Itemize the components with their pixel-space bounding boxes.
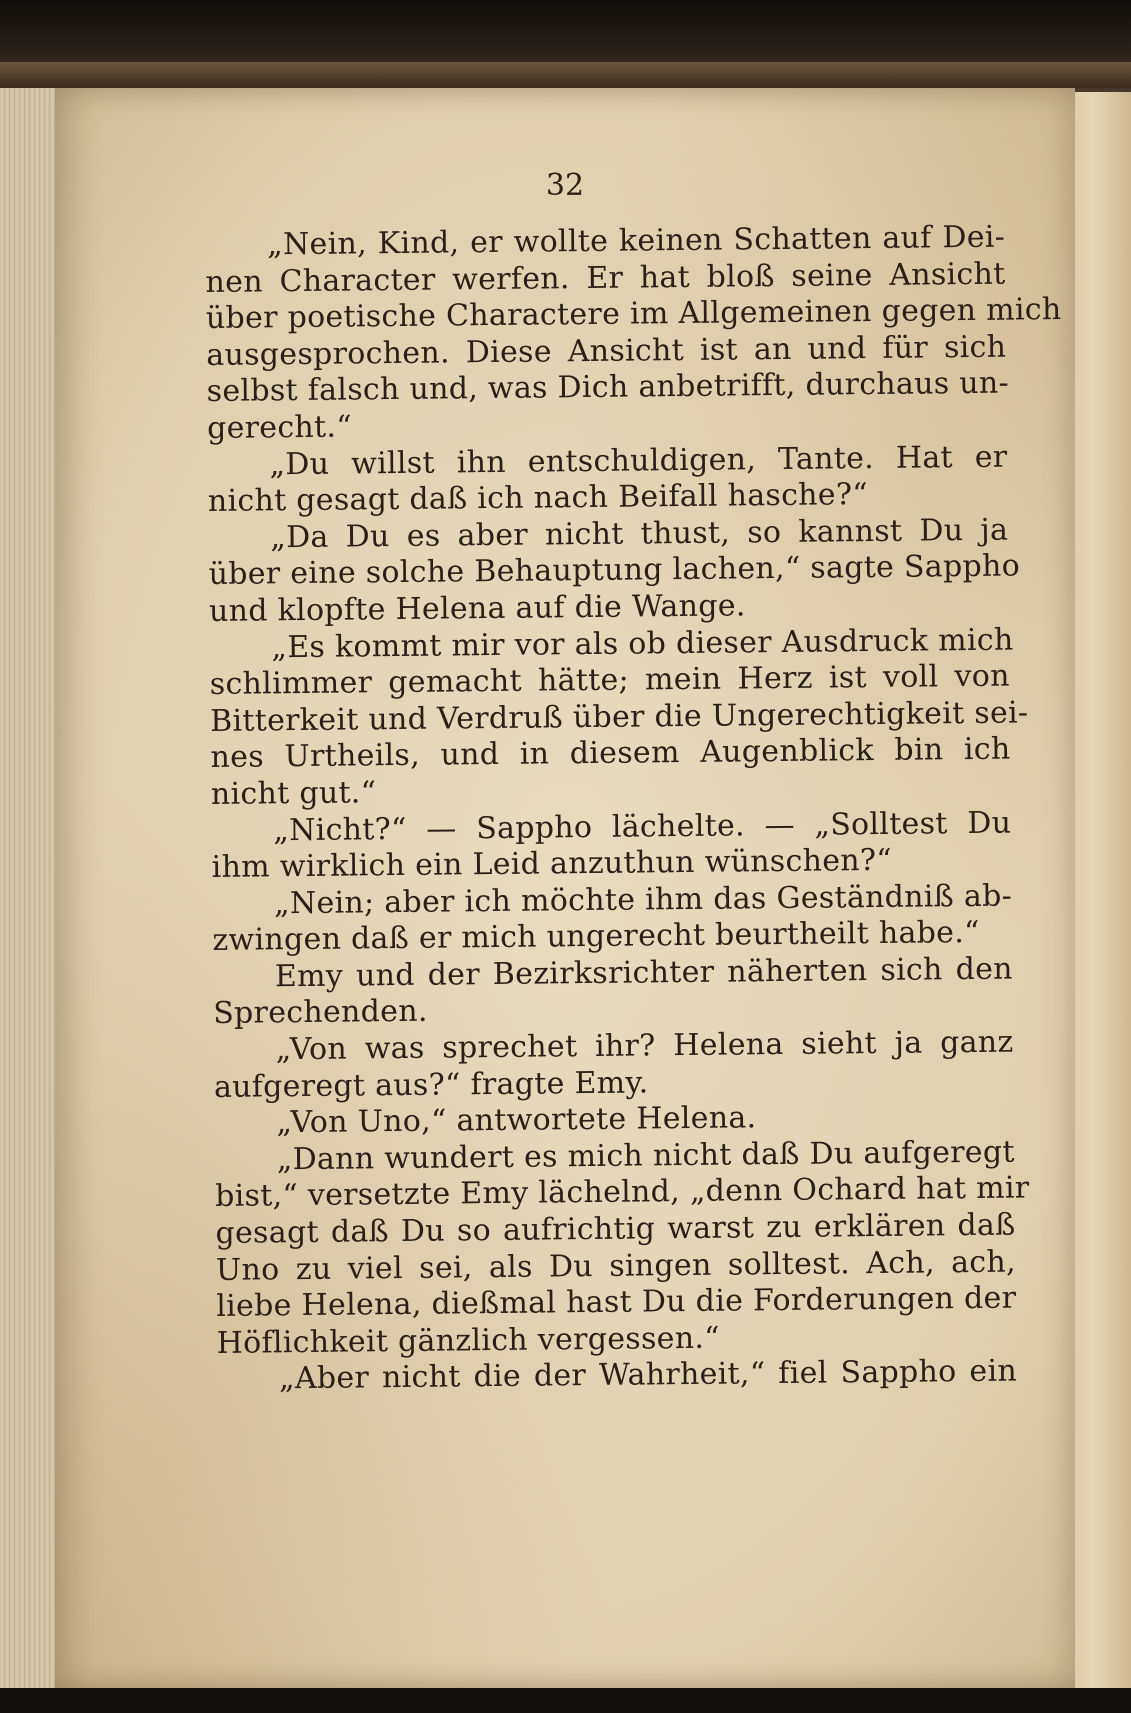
text-line: nicht gut.“ xyxy=(210,775,377,812)
text-line: nen Character werfen. Er hat bloß seine Ansicht xyxy=(205,256,1006,300)
text-line: nicht gesagt daß ich nach Beifall hasche?“ xyxy=(207,477,869,520)
text-line: „Aber nicht die der Wahrheit,“ fiel Sappho ein xyxy=(278,1353,1018,1397)
text-line: Sprechenden. xyxy=(213,994,428,1032)
text-line: „Von was sprechet ihr? Helena sieht ja ganz xyxy=(275,1024,1014,1068)
text-line: „Es kommt mir vor als ob dieser Ausdruck mich xyxy=(271,622,1014,665)
text-line: ihm wirklich ein Leid anzuthun wünschen?“ xyxy=(211,842,893,886)
text-line: „Nein, Kind, er wollte keinen Schatten auf Dei- xyxy=(266,219,1006,263)
text-line: aufgeregt aus?“ fragte Emy. xyxy=(213,1065,649,1105)
scan-background xyxy=(0,1688,1131,1713)
text-line: bist,“ versetzte Emy lächelnd, „denn Ochard hat mir xyxy=(214,1170,1030,1215)
text-line: selbst falsch und, was Dich anbetrifft, durchaus un- xyxy=(206,365,1010,410)
text-line: zwingen daß er mich ungerecht beurtheilt habe.“ xyxy=(212,915,980,959)
text-line: Uno zu viel sei, als Du singen solltest. Ach, ach, xyxy=(215,1244,1017,1288)
text-line: über eine solche Behauptung lachen,“ sagte Sappho xyxy=(208,548,1021,593)
text-line: Höflichkeit gänzlich vergessen.“ xyxy=(216,1320,721,1361)
text-line: „Du willst ihn entschuldigen, Tante. Hat er xyxy=(269,439,1008,482)
book-spine-edge xyxy=(0,62,1131,88)
text-line: Bitterkeit und Verdruß über die Ungerechtigkeit sei- xyxy=(209,695,1029,739)
book-page xyxy=(55,88,1075,1688)
text-line: „Nicht?“ — Sappho lächelte. — „Solltest Du xyxy=(273,805,1012,848)
text-line: „Da Du es aber nicht thust, so kannst Du ja xyxy=(270,512,1009,556)
text-line: gesagt daß Du so aufrichtig warst zu erklären daß xyxy=(215,1207,1016,1251)
text-line: „Nein; aber ich möchte ihm das Geständniß ab- xyxy=(273,878,1013,922)
text-line: gerecht.“ xyxy=(206,409,353,446)
text-line: Emy und der Bezirksrichter näherten sich den xyxy=(274,951,1013,995)
text-line: schlimmer gemacht hätte; mein Herz ist voll von xyxy=(209,658,1010,703)
text-line: „Dann wundert es mich nicht daß Du aufgeregt xyxy=(276,1134,1015,1178)
text-line: ausgesprochen. Diese Ansicht ist an und für sich xyxy=(206,329,1007,373)
text-line: „Von Uno,“ antwortete Helena. xyxy=(276,1100,757,1141)
text-line: liebe Helena, dießmal hast Du die Forderungen der xyxy=(216,1280,1017,1325)
page-number: 32 xyxy=(545,168,585,203)
text-line: nes Urtheils, und in diesem Augenblick bin ich xyxy=(210,731,1011,776)
text-line: und klopfte Helena auf die Wange. xyxy=(208,588,746,629)
page-text-block xyxy=(205,219,1062,1399)
text-line: über poetische Charactere im Allgemeinen gegen mich xyxy=(205,292,1062,337)
